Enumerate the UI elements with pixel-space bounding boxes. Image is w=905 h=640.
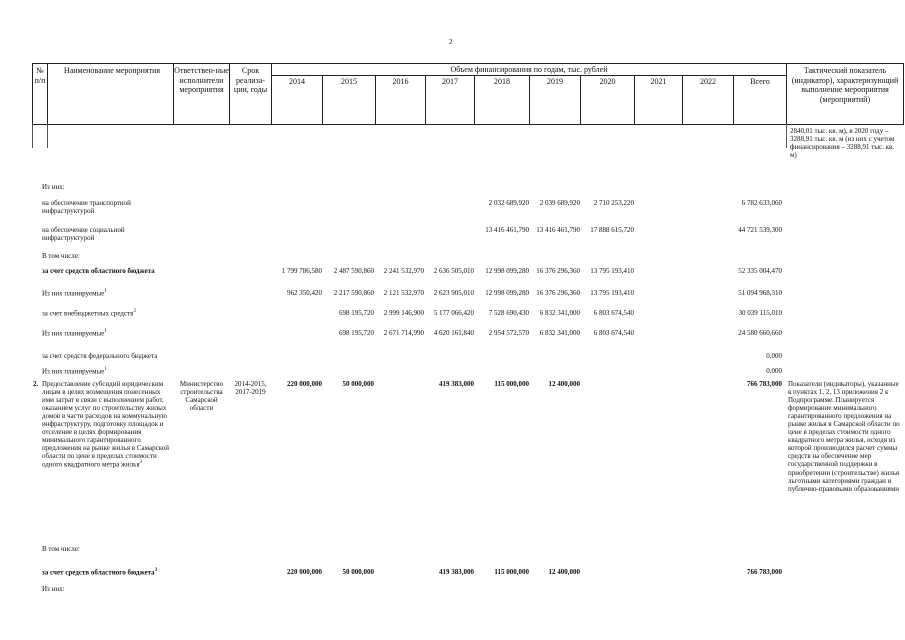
cell-total: 30 039 115,010 bbox=[738, 309, 782, 317]
page-number: 2 bbox=[449, 38, 453, 46]
header-total: Всего bbox=[750, 77, 770, 86]
row-label: за счет средств областного бюджета$^3$ bbox=[42, 568, 158, 577]
cell-value: 2 217 590,860 bbox=[333, 289, 374, 297]
cell-value: 6 832 341,000 bbox=[539, 329, 580, 337]
row-label: за счет средств федерального бюджета bbox=[42, 352, 158, 360]
cell-value: 220 000,000 bbox=[287, 380, 322, 388]
cell-total: 0,000 bbox=[766, 352, 782, 360]
row-label: Из них планируемые$^1$ bbox=[42, 329, 107, 338]
cell-value: 6 832 341,000 bbox=[539, 309, 580, 317]
cell-value: 962 350,420 bbox=[287, 289, 322, 297]
cell-value: 419 383,000 bbox=[439, 568, 474, 576]
cell-value: 2 671 714,990 bbox=[383, 329, 424, 337]
header-year: 2022 bbox=[700, 77, 716, 86]
cell-value: 698 195,720 bbox=[339, 309, 374, 317]
cell-value: 16 376 296,360 bbox=[536, 267, 580, 275]
cell-value: 13 795 193,410 bbox=[590, 267, 634, 275]
header-year: 2016 bbox=[392, 77, 409, 86]
cell-total: 6 782 633,060 bbox=[741, 199, 782, 207]
row-label: В том числе: bbox=[42, 252, 80, 260]
cell-value: 50 000,000 bbox=[342, 380, 374, 388]
header-year: 2020 bbox=[599, 77, 616, 86]
cell-value: 115 000,000 bbox=[494, 568, 529, 576]
row-label: Из них: bbox=[42, 585, 65, 593]
cell-value: 2 710 253,220 bbox=[593, 199, 634, 207]
cell-total: 766 783,000 bbox=[747, 568, 782, 576]
header-year: 2015 bbox=[341, 77, 357, 86]
cell-value: 12 400,000 bbox=[548, 380, 580, 388]
cell-total: 766 783,000 bbox=[747, 380, 782, 388]
cell-value: 6 803 674,540 bbox=[593, 329, 634, 337]
cell-value: 4 620 161,840 bbox=[433, 329, 474, 337]
row-label: В том числе: bbox=[42, 545, 80, 553]
item-indicator: Показатели (индикаторы), указанные в пунктах 1, 2, 13 приложения 2 к Подпрограмме. Планируется формирование минимального гарантированного предложения на рынке жилья в Самарской области по цене в пределах стоимости одного квадратного метра жилья, исходя из которой производился расчет суммы средств на обеспечение мер государственной поддержки в приобретении (строительстве) жилья льготными категориями граждан и публично-правовыми образованиями bbox=[788, 380, 900, 493]
item-term: 2014-2015, 2017-2019 bbox=[234, 380, 267, 397]
header-year: 2021 bbox=[650, 77, 667, 86]
cell-value: 2 032 689,920 bbox=[488, 199, 529, 207]
cell-value: 2 999 146,900 bbox=[383, 309, 424, 317]
header-term: Срок реализа-ции, годы bbox=[233, 66, 268, 95]
cell-value: 13 416 461,790 bbox=[536, 226, 580, 234]
cell-value: 50 000,000 bbox=[342, 568, 374, 576]
cell-value: 698 195,720 bbox=[339, 329, 374, 337]
header-year: 2019 bbox=[547, 77, 563, 86]
cell-total: 0,000 bbox=[766, 367, 782, 375]
cell-value: 2 487 590,860 bbox=[333, 267, 374, 275]
cell-value: 17 888 615,720 bbox=[590, 226, 634, 234]
cell-value: 6 803 674,540 bbox=[593, 309, 634, 317]
item-name: Предоставление субсидий юридическим лицам в целях возмещения понесенных ими затрат в связи с выполнением работ, оказанием услуг по строительству жилых домов в части расходов на коммунальную инфраструктуру, подготовку площадок и отселение в целях формирования минимального гарантированного предложения на рынке жилья в Самарской области по цене в пределах стоимости одного квадратного метра жилья$^3$ bbox=[42, 380, 170, 469]
cell-total: 24 580 660,660 bbox=[738, 329, 782, 337]
cell-value: 12 998 099,280 bbox=[485, 267, 529, 275]
cell-value: 220 000,000 bbox=[287, 568, 322, 576]
cell-value: 419 383,000 bbox=[439, 380, 474, 388]
item-number: 2. bbox=[33, 380, 39, 388]
cell-value: 2 623 905,010 bbox=[433, 289, 474, 297]
divider bbox=[32, 124, 904, 125]
header-responsible: Ответствен-ные исполнители мероприятия bbox=[174, 66, 229, 95]
cell-value: 2 039 689,920 bbox=[539, 199, 580, 207]
row-label: Из них: bbox=[42, 183, 65, 191]
divider bbox=[32, 63, 904, 64]
cell-total: 51 094 968,310 bbox=[738, 289, 782, 297]
indicator-note: 2840,01 тыс. кв. м), в 2020 году – 3288,91 тыс. кв. м (из них с учетом финансирования – 3288,91 тыс. кв. м) bbox=[790, 127, 895, 160]
header-funding: Объем финансирования по годам, тыс. рублей bbox=[450, 65, 608, 74]
cell-value: 7 528 690,430 bbox=[488, 309, 529, 317]
cell-value: 2 954 572,570 bbox=[488, 329, 529, 337]
header-year: 2014 bbox=[289, 77, 305, 86]
cell-value: 12 400,000 bbox=[548, 568, 580, 576]
header-name: Наименование мероприятия bbox=[63, 66, 161, 75]
header-year: 2017 bbox=[442, 77, 458, 86]
cell-value: 12 998 099,280 bbox=[485, 289, 529, 297]
cell-value: 13 795 193,410 bbox=[590, 289, 634, 297]
cell-value: 16 376 296,360 bbox=[536, 289, 580, 297]
cell-value: 5 177 066,420 bbox=[433, 309, 474, 317]
cell-total: 52 335 004,470 bbox=[738, 267, 782, 275]
row-label: на обеспечение транспортной инфраструктурой bbox=[42, 199, 131, 216]
cell-total: 44 721 539,300 bbox=[738, 226, 782, 234]
cell-value: 2 636 505,010 bbox=[433, 267, 474, 275]
item-responsible: Министерство строительства Самарской области bbox=[179, 380, 224, 413]
header-indicator: Тактический показатель (индикатор), характеризующий выполнение мероприятия (мероприятий) bbox=[791, 66, 899, 104]
cell-value: 2 121 532,970 bbox=[383, 289, 424, 297]
row-label: Из них планируемые$^1$ bbox=[42, 289, 107, 298]
cell-value: 1 799 786,580 bbox=[281, 267, 322, 275]
row-label: за счет средств областного бюджета bbox=[42, 267, 155, 275]
header-no: № п/п bbox=[34, 66, 46, 85]
row-label: на обеспечение социальной инфраструктурой bbox=[42, 226, 125, 243]
cell-value: 2 241 532,970 bbox=[383, 267, 424, 275]
header-year: 2018 bbox=[494, 77, 510, 86]
cell-value: 115 000,000 bbox=[494, 380, 529, 388]
row-label: за счет внебюджетных средств$^2$ bbox=[42, 309, 136, 318]
row-label: Из них планируемые$^1$ bbox=[42, 367, 107, 376]
cell-value: 13 416 461,790 bbox=[485, 226, 529, 234]
